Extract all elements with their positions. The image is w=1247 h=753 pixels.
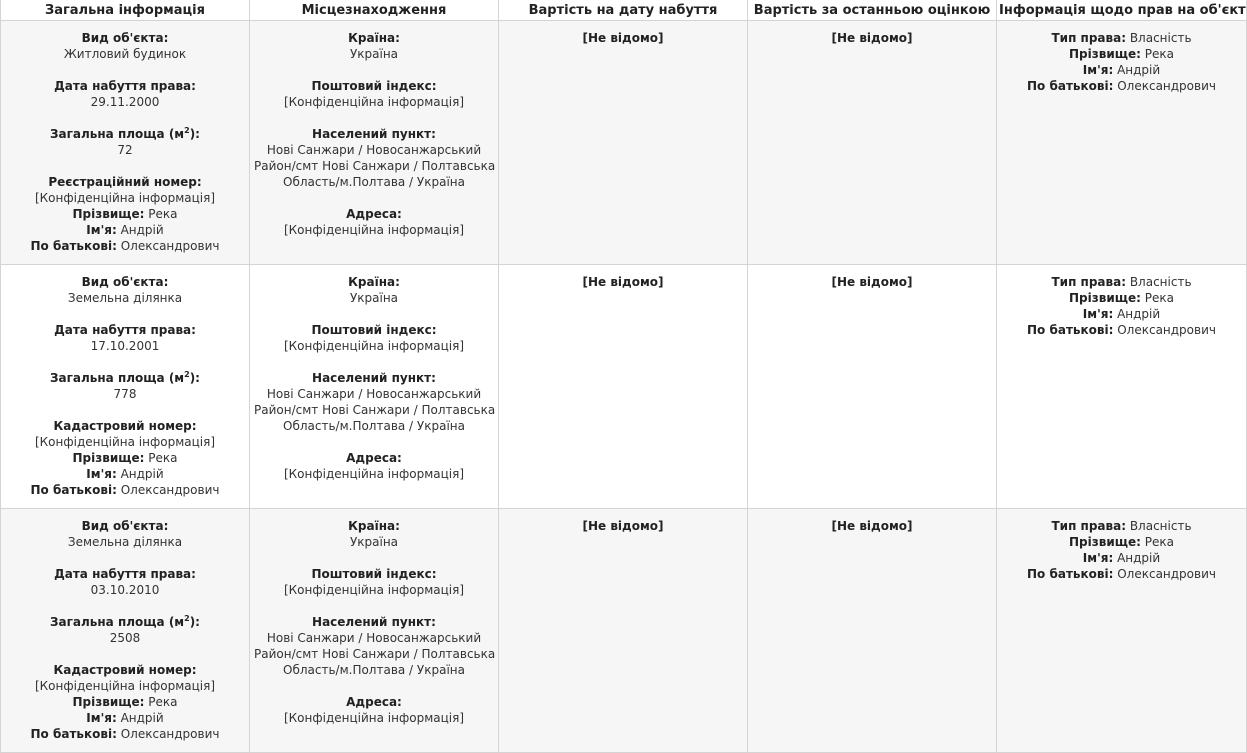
header-row (1, 0, 1247, 21)
owner-patronymic-line: По батькові: Олександрович (1027, 567, 1216, 581)
owner-surname-line: Прізвище: Река (1069, 291, 1174, 305)
owner-patronymic-line: По батькові: Олександрович (1027, 79, 1216, 93)
settlement-label: Населений пункт: (312, 127, 436, 141)
right-type-line: Тип права: Власність (1051, 519, 1192, 533)
acquire-date-value: 03.10.2010 (90, 583, 160, 597)
cost-last-cell (748, 21, 997, 265)
address-value: [Конфіденційна інформація] (283, 223, 465, 237)
rights-cell (997, 21, 1247, 265)
acquire-date-value: 29.11.2000 (90, 95, 160, 109)
cost-acquired-cell (499, 21, 748, 265)
object-type-label: Вид об'єкта: (81, 275, 169, 289)
country-label: Країна: (348, 519, 400, 533)
cost-last-value: [Не відомо] (831, 519, 913, 533)
area-label: Загальна площа $(м^2)$: (50, 370, 200, 385)
owner-surname-line: Прізвище: Река (1069, 535, 1174, 549)
acquire-date-label: Дата набуття права: (54, 323, 196, 337)
address-value: [Конфіденційна інформація] (283, 711, 465, 725)
header-cost-acquired: Вартість на дату набуття (499, 0, 748, 21)
location-cell (250, 509, 499, 753)
location-cell (250, 21, 499, 265)
owner-name-line: Ім'я: Андрій (1082, 63, 1161, 77)
settlement-line: Область/м.Полтава / Україна (283, 663, 465, 677)
cadastral-number-label: Кадастровий номер: (53, 663, 197, 677)
general-info-cell (1, 265, 250, 509)
cost-acquired-value: [Не відомо] (582, 519, 664, 533)
patronymic-line: По батькові: Олександрович (30, 483, 220, 497)
country-value: Україна (349, 535, 399, 549)
acquire-date-label: Дата набуття права: (54, 79, 196, 93)
address-label: Адреса: (346, 207, 402, 221)
table-row (1, 509, 1247, 753)
acquire-date-label: Дата набуття права: (54, 567, 196, 581)
object-type-value: Земельна ділянка (67, 535, 183, 549)
owner-patronymic-line: По батькові: Олександрович (1027, 323, 1216, 337)
header-cost-last: Вартість за останньою оцінкою (748, 0, 997, 21)
area-label: Загальна площа $(м^2)$: (50, 614, 200, 629)
postal-value: [Конфіденційна інформація] (283, 339, 465, 353)
general-info-cell (1, 509, 250, 753)
cost-last-cell (748, 265, 997, 509)
settlement-line: Район/смт Нові Санжари / Полтавська (254, 159, 496, 173)
settlement-line: Район/смт Нові Санжари / Полтавська (254, 647, 496, 661)
area-value: 72 (117, 143, 133, 157)
cost-last-cell (748, 509, 997, 753)
acquire-date-value: 17.10.2001 (90, 339, 160, 353)
rights-cell (997, 509, 1247, 753)
reg-number-label: Реєстраційний номер: (48, 175, 202, 189)
right-type-line: Тип права: Власність (1051, 275, 1192, 289)
settlement-line: Район/смт Нові Санжари / Полтавська (254, 403, 496, 417)
cost-last-value: [Не відомо] (831, 275, 913, 289)
postal-label: Поштовий індекс: (311, 323, 437, 337)
name-line: Ім'я: Андрій (86, 467, 164, 481)
settlement-line: Нові Санжари / Новосанжарський (266, 631, 482, 645)
object-type-label: Вид об'єкта: (81, 31, 169, 45)
cost-acquired-cell (499, 509, 748, 753)
settlement-label: Населений пункт: (312, 615, 436, 629)
settlement-label: Населений пункт: (312, 371, 436, 385)
surname-line: Прізвище: Река (72, 695, 178, 709)
cost-acquired-value: [Не відомо] (582, 31, 664, 45)
table-row (1, 21, 1247, 265)
cost-acquired-cell (499, 265, 748, 509)
postal-value: [Конфіденційна інформація] (283, 583, 465, 597)
owner-surname-line: Прізвище: Река (1069, 47, 1174, 61)
name-line: Ім'я: Андрій (86, 711, 164, 725)
header-location: Місцезнаходження (250, 0, 499, 21)
header-rights: Інформація щодо прав на об'єкт (997, 0, 1247, 21)
settlement-line: Нові Санжари / Новосанжарський (266, 143, 482, 157)
postal-label: Поштовий індекс: (311, 79, 437, 93)
settlement-line: Область/м.Полтава / Україна (283, 419, 465, 433)
patronymic-line: По батькові: Олександрович (30, 239, 220, 253)
reg-number-value: [Конфіденційна інформація] (34, 191, 216, 205)
header-general: Загальна інформація (1, 0, 250, 21)
cost-last-value: [Не відомо] (831, 31, 913, 45)
country-value: Україна (349, 47, 399, 61)
area-value: 778 (113, 387, 137, 401)
rights-cell (997, 265, 1247, 509)
object-type-value: Житловий будинок (63, 47, 187, 61)
area-label: Загальна площа $(м^2)$: (50, 126, 200, 141)
object-type-value: Земельна ділянка (67, 291, 183, 305)
cost-acquired-value: [Не відомо] (582, 275, 664, 289)
address-value: [Конфіденційна інформація] (283, 467, 465, 481)
patronymic-line: По батькові: Олександрович (30, 727, 220, 741)
general-info-cell (1, 21, 250, 265)
surname-line: Прізвище: Река (72, 207, 178, 221)
postal-value: [Конфіденційна інформація] (283, 95, 465, 109)
area-value: 2508 (109, 631, 141, 645)
owner-name-line: Ім'я: Андрій (1082, 551, 1161, 565)
right-type-line: Тип права: Власність (1051, 31, 1192, 45)
table-row (1, 265, 1247, 509)
surname-line: Прізвище: Река (72, 451, 178, 465)
address-label: Адреса: (346, 451, 402, 465)
owner-name-line: Ім'я: Андрій (1082, 307, 1161, 321)
country-label: Країна: (348, 275, 400, 289)
cadastral-number-value: [Конфіденційна інформація] (34, 435, 216, 449)
cadastral-number-label: Кадастровий номер: (53, 419, 197, 433)
name-line: Ім'я: Андрій (86, 223, 164, 237)
country-value: Україна (349, 291, 399, 305)
settlement-line: Нові Санжари / Новосанжарський (266, 387, 482, 401)
address-label: Адреса: (346, 695, 402, 709)
cadastral-number-value: [Конфіденційна інформація] (34, 679, 216, 693)
country-label: Країна: (348, 31, 400, 45)
postal-label: Поштовий індекс: (311, 567, 437, 581)
settlement-line: Область/м.Полтава / Україна (283, 175, 465, 189)
location-cell (250, 265, 499, 509)
object-type-label: Вид об'єкта: (81, 519, 169, 533)
